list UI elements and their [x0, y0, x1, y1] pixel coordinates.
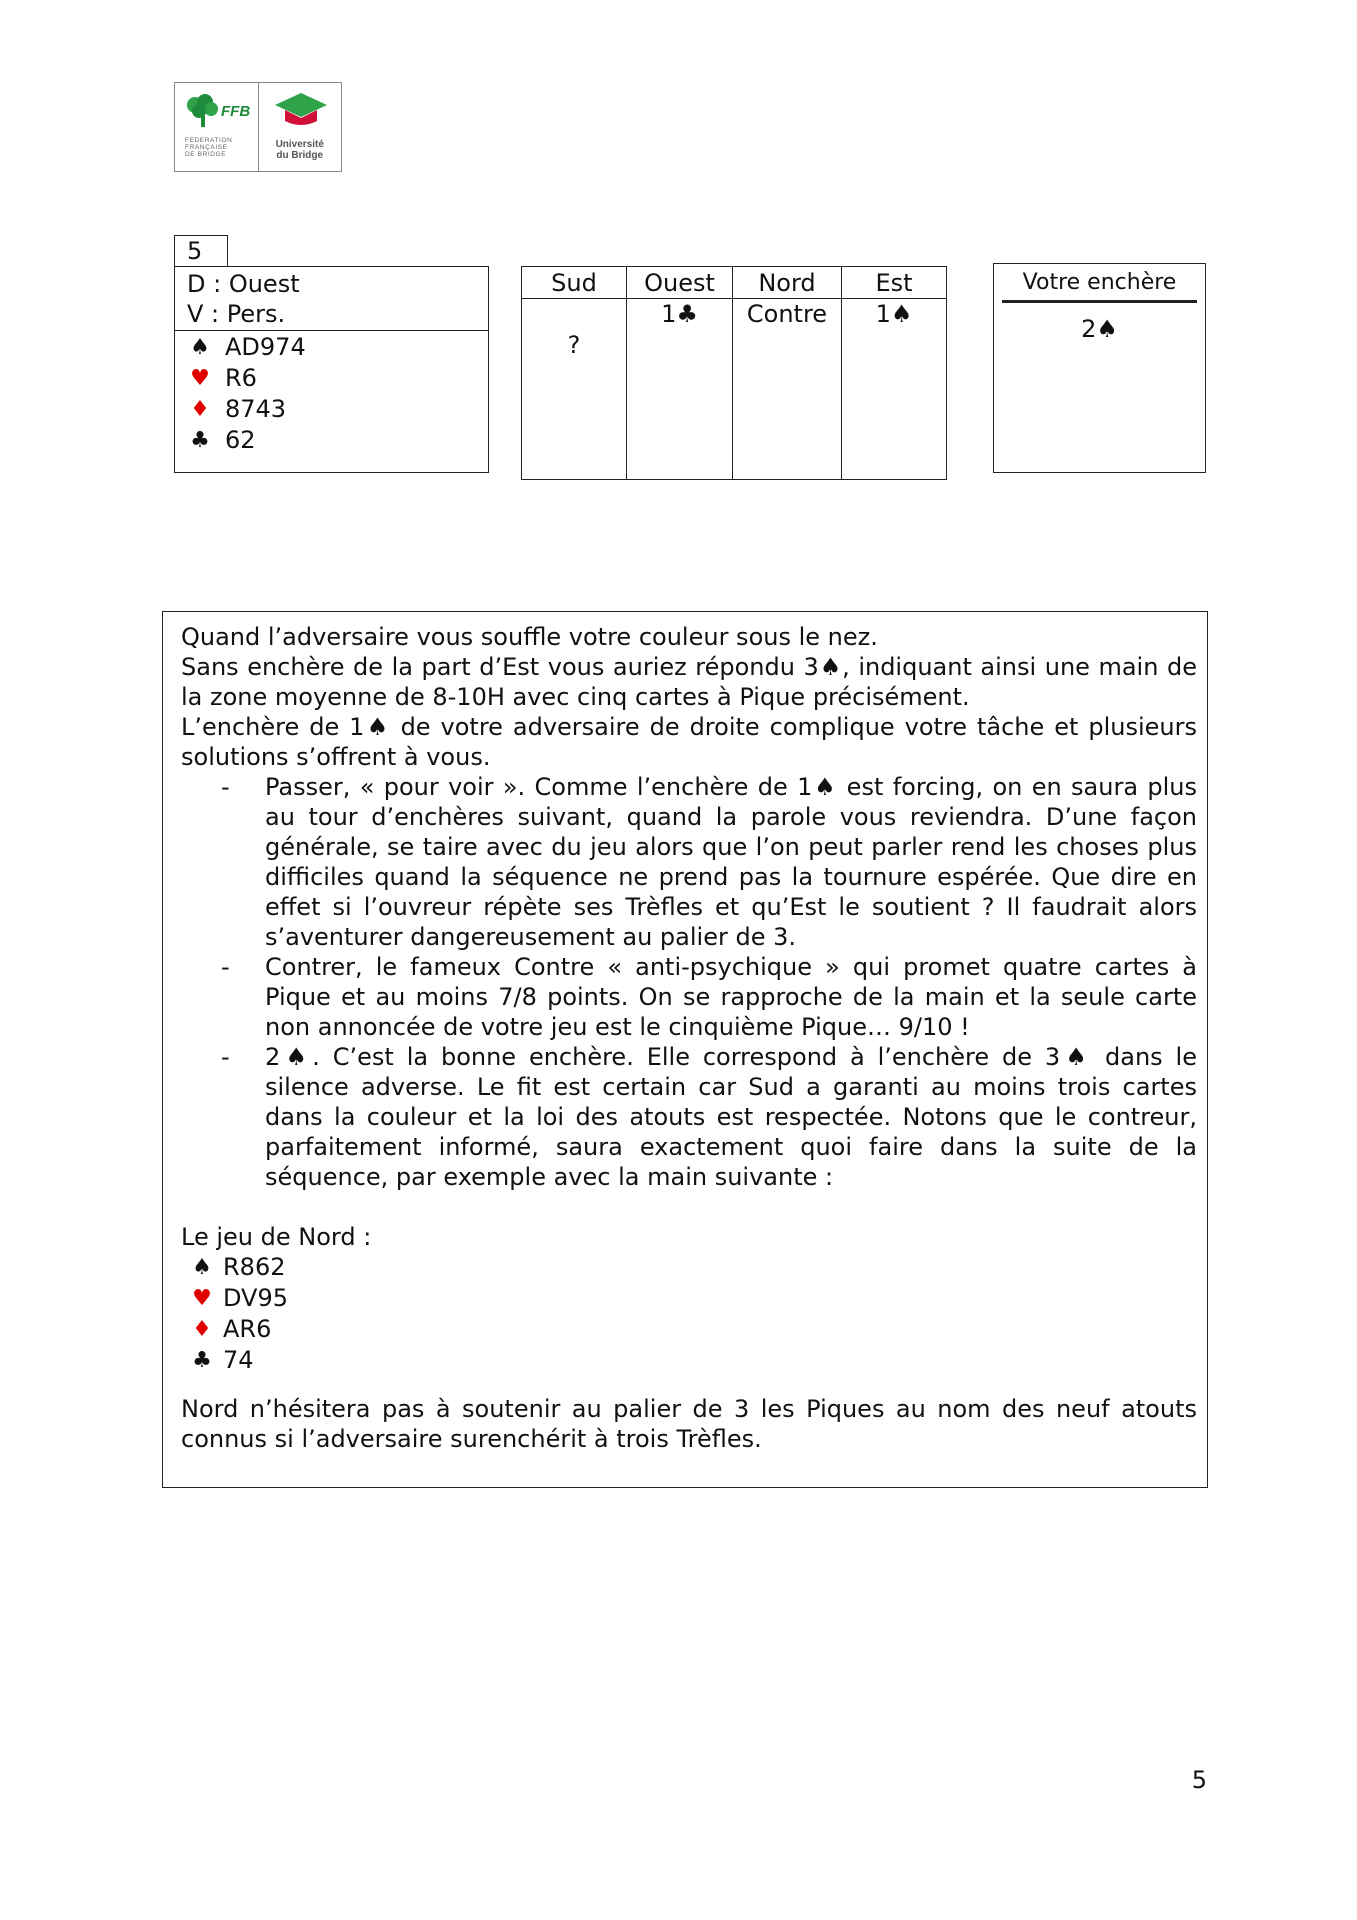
spade-cards: AD974: [225, 333, 306, 361]
north-row-clubs: [181, 1345, 1197, 1376]
club-cards: 62: [225, 426, 256, 454]
ffb-logo-text: FFB: [221, 103, 251, 120]
north-hand: [181, 1252, 1197, 1376]
south-hand: [175, 331, 488, 456]
north-row-hearts: [181, 1283, 1197, 1314]
vulnerability-label: V : Pers.: [187, 300, 286, 328]
your-bid-title: Votre enchère: [1002, 270, 1197, 303]
ffb-logo: [174, 82, 342, 172]
north-row-diamonds: [181, 1314, 1197, 1345]
deal-box: [174, 266, 489, 473]
deal-number: 5: [174, 235, 228, 267]
bid-column-north: [732, 267, 841, 479]
option-two-spades-text: 2♠. C’est la bonne enchère. Elle correspond à l’enchère de 3♠ dans le silence adverse. Le fit est certain car Sud a garanti au moins trois cartes dans la couleur et la loi des atouts est respectée. Notons que le contreur, parfaitement informé, saura exactement quoi faire dans la suite de la séquence, par exemple avec la main suivante :: [265, 1043, 1197, 1191]
option-double: [181, 952, 1197, 1042]
bid-cell: [733, 330, 841, 361]
north-diamond-cards: AR6: [223, 1315, 272, 1343]
hand-row-clubs: [175, 425, 488, 456]
tree-icon: [183, 93, 223, 129]
option-two-spades: [181, 1042, 1197, 1192]
your-bid-box: [993, 263, 1206, 473]
bid-cell: [627, 330, 732, 361]
intro-title: Quand l’adversaire vous souffle votre couleur sous le nez.: [181, 623, 878, 651]
bid-cell: [522, 299, 626, 330]
club-icon: ♣: [190, 428, 210, 453]
bid-column-south: [522, 267, 626, 479]
spade-icon: ♠: [192, 1255, 212, 1280]
diamond-cards: 8743: [225, 395, 287, 423]
spade-icon: ♠: [190, 335, 210, 360]
option-pass: [181, 772, 1197, 952]
heart-icon: ♥: [190, 366, 210, 391]
bid-column-east: [841, 267, 946, 479]
north-heart-cards: DV95: [223, 1284, 289, 1312]
graduation-cap-icon: [271, 91, 331, 131]
intro-paragraph-2: L’enchère de 1♠ de votre adversaire de droite complique votre tâche et plusieurs solutions s’offrent à vous.: [181, 713, 1197, 771]
conclusion-paragraph: Nord n’hésitera pas à soutenir au palier de 3 les Piques au nom des neuf atouts connus si l’adversaire surenchérit à trois Trèfles.: [181, 1395, 1197, 1453]
bid-header-west: Ouest: [627, 267, 732, 299]
north-row-spades: [181, 1252, 1197, 1283]
bid-cell-east-1: 1♠: [875, 300, 913, 328]
club-icon: ♣: [192, 1348, 212, 1373]
bid-cell: [842, 330, 946, 361]
hand-row-diamonds: [175, 394, 488, 425]
page-number: 5: [1191, 1766, 1207, 1794]
hand-row-spades: [175, 332, 488, 363]
bid-cell-west-1: 1♣: [661, 300, 698, 328]
bidding-table: [521, 266, 947, 480]
your-bid-value: 2♠: [1081, 315, 1118, 343]
dealer-label: D : Ouest: [187, 270, 300, 298]
option-pass-text: Passer, « pour voir ». Comme l’enchère de 1♠ est forcing, on en saura plus au tour d’enchères suivant, quand la parole vous reviendra. D’une façon générale, se taire avec du jeu alors que l’on peut parler rend les choses plus difficiles quand la séquence ne prend pas la tournure espérée. Que dire en effet si l’ouvreur répète ses Trèfles et qu’Est le soutient ? Il faudrait alors s’aventurer dangereusement au palier de 3.: [265, 773, 1197, 951]
intro-paragraph: Sans enchère de la part d’Est vous auriez répondu 3♠, indiquant ainsi une main de la zone moyenne de 8-10H avec cinq cartes à Pique précisément.: [181, 653, 1197, 711]
bid-header-north: Nord: [733, 267, 841, 299]
university-text: Université du Bridge: [275, 139, 324, 161]
deal-header: [175, 267, 488, 331]
hand-row-hearts: [175, 363, 488, 394]
north-hand-label: Le jeu de Nord :: [181, 1223, 372, 1251]
bid-cell-north-1: Contre: [746, 300, 828, 328]
heart-cards: R6: [225, 364, 257, 392]
bullet-dash: -: [221, 1043, 230, 1071]
ffb-logo-left: [175, 83, 258, 171]
bullet-dash: -: [221, 773, 230, 801]
bullet-dash: -: [221, 953, 230, 981]
north-club-cards: 74: [223, 1346, 254, 1374]
bid-column-west: [626, 267, 732, 479]
heart-icon: ♥: [192, 1286, 212, 1311]
ffb-logo-right: [258, 83, 342, 171]
federation-text: FEDERATION FRANÇAISE DE BRIDGE: [185, 137, 233, 158]
bid-cell-question: ?: [567, 331, 581, 359]
explanation-box: [162, 611, 1208, 1488]
bid-header-east: Est: [842, 267, 946, 299]
diamond-icon: ♦: [192, 1317, 212, 1342]
diamond-icon: ♦: [190, 397, 210, 422]
bid-header-south: Sud: [522, 267, 626, 299]
option-double-text: Contrer, le fameux Contre « anti-psychique » qui promet quatre cartes à Pique et au moins 7/8 points. On se rapproche de la main et la seule carte non annoncée de votre jeu est le cinquième Pique… 9/10 !: [265, 953, 1197, 1041]
north-spade-cards: R862: [223, 1253, 286, 1281]
